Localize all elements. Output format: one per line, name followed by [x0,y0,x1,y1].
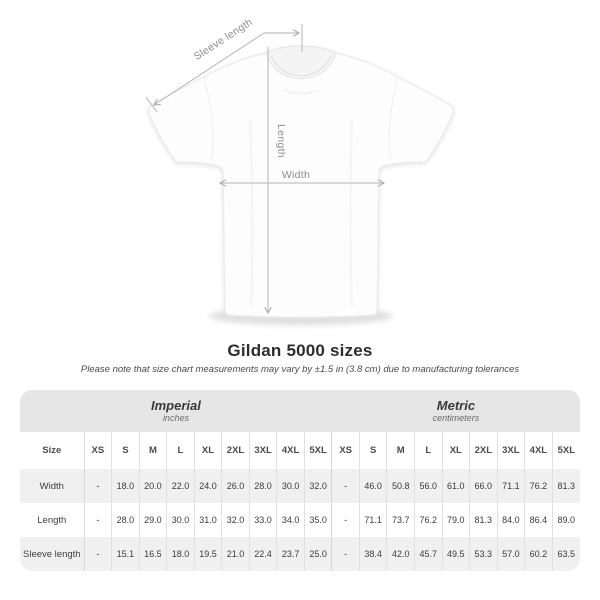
size-header-imperial-2xl: 2XL [222,432,250,469]
value-cell: - [84,537,112,571]
value-cell: 73.7 [387,503,415,537]
value-cell: 42.0 [387,537,415,571]
value-cell: 56.0 [414,469,442,503]
tshirt-shape [149,46,454,317]
value-cell: 26.0 [222,469,250,503]
value-cell: 76.2 [525,469,553,503]
value-cell: 33.0 [249,503,277,537]
value-cell: 79.0 [442,503,470,537]
imperial-unit: inches [162,413,189,423]
value-cell: - [84,469,112,503]
value-cell: 22.0 [167,469,195,503]
imperial-label: Imperial [151,398,201,413]
value-cell: 81.3 [470,503,498,537]
value-cell: 28.0 [112,503,140,537]
value-cell: 23.7 [277,537,305,571]
value-cell: 34.0 [277,503,305,537]
length-label: Length [275,124,287,158]
row-label: Length [20,503,84,537]
value-cell: 24.0 [194,469,222,503]
value-cell: 22.4 [249,537,277,571]
metric-group-header [332,390,580,432]
size-table-grid [20,390,580,571]
page-title: Gildan 5000 sizes [227,341,373,360]
value-cell: 30.0 [277,469,305,503]
value-cell: 66.0 [470,469,498,503]
size-header-imperial-4xl: 4XL [277,432,305,469]
measurement-row-length [20,503,580,537]
value-cell: 86.4 [525,503,553,537]
value-cell: 61.0 [442,469,470,503]
size-header-imperial-xs: XS [84,432,112,469]
value-cell: 16.5 [139,537,167,571]
size-header-metric-3xl: 3XL [497,432,525,469]
value-cell: - [84,503,112,537]
value-cell: 20.0 [139,469,167,503]
value-cell: 84.0 [497,503,525,537]
imperial-group-header [20,390,332,432]
size-header-imperial-3xl: 3XL [249,432,277,469]
value-cell: 71.1 [359,503,387,537]
row-label: Width [20,469,84,503]
value-cell: 18.0 [167,537,195,571]
value-cell: 32.0 [222,503,250,537]
sleeve-length-label: Sleeve length [191,16,255,63]
value-cell: 32.0 [304,469,332,503]
value-cell: 18.0 [112,469,140,503]
measurement-row-sleeve-length [20,537,580,571]
value-cell: 46.0 [359,469,387,503]
row-label: Sleeve length [20,537,84,571]
size-header-metric-m: M [387,432,415,469]
measurement-row-width [20,469,580,503]
value-cell: 29.0 [139,503,167,537]
value-cell: 35.0 [304,503,332,537]
size-column-header: Size [20,432,84,469]
value-cell: 15.1 [112,537,140,571]
size-header-imperial-s: S [112,432,140,469]
size-table [20,390,580,571]
value-cell: 19.5 [194,537,222,571]
value-cell: 31.0 [194,503,222,537]
size-header-metric-l: L [414,432,442,469]
value-cell: 57.0 [497,537,525,571]
value-cell: 28.0 [249,469,277,503]
value-cell: 60.2 [525,537,553,571]
value-cell: 63.5 [552,537,580,571]
value-cell: 49.5 [442,537,470,571]
size-header-row [20,432,580,469]
value-cell: 21.0 [222,537,250,571]
size-header-metric-2xl: 2XL [470,432,498,469]
unit-group-row [20,390,580,432]
tolerance-note: Please note that size chart measurements may vary by ±1.5 in (3.8 cm) due to manufacturing tolerances [80,364,520,375]
size-header-metric-5xl: 5XL [552,432,580,469]
metric-label: Metric [436,398,476,413]
value-cell: 30.0 [167,503,195,537]
size-header-imperial-l: L [167,432,195,469]
size-header-imperial-5xl: 5XL [304,432,332,469]
value-cell: 38.4 [359,537,387,571]
value-cell: 76.2 [414,503,442,537]
size-header-imperial-m: M [139,432,167,469]
size-header-metric-s: S [359,432,387,469]
value-cell: - [332,503,360,537]
value-cell: 50.8 [387,469,415,503]
value-cell: 89.0 [552,503,580,537]
value-cell: 45.7 [414,537,442,571]
size-header-metric-xl: XL [442,432,470,469]
size-header-metric-4xl: 4XL [525,432,553,469]
width-label: Width [281,169,311,181]
value-cell: 71.1 [497,469,525,503]
metric-unit: centimeters [432,413,480,423]
size-header-metric-xs: XS [332,432,360,469]
value-cell: 25.0 [304,537,332,571]
size-header-imperial-xl: XL [194,432,222,469]
value-cell: 81.3 [552,469,580,503]
value-cell: 53.3 [470,537,498,571]
value-cell: - [332,469,360,503]
value-cell: - [332,537,360,571]
